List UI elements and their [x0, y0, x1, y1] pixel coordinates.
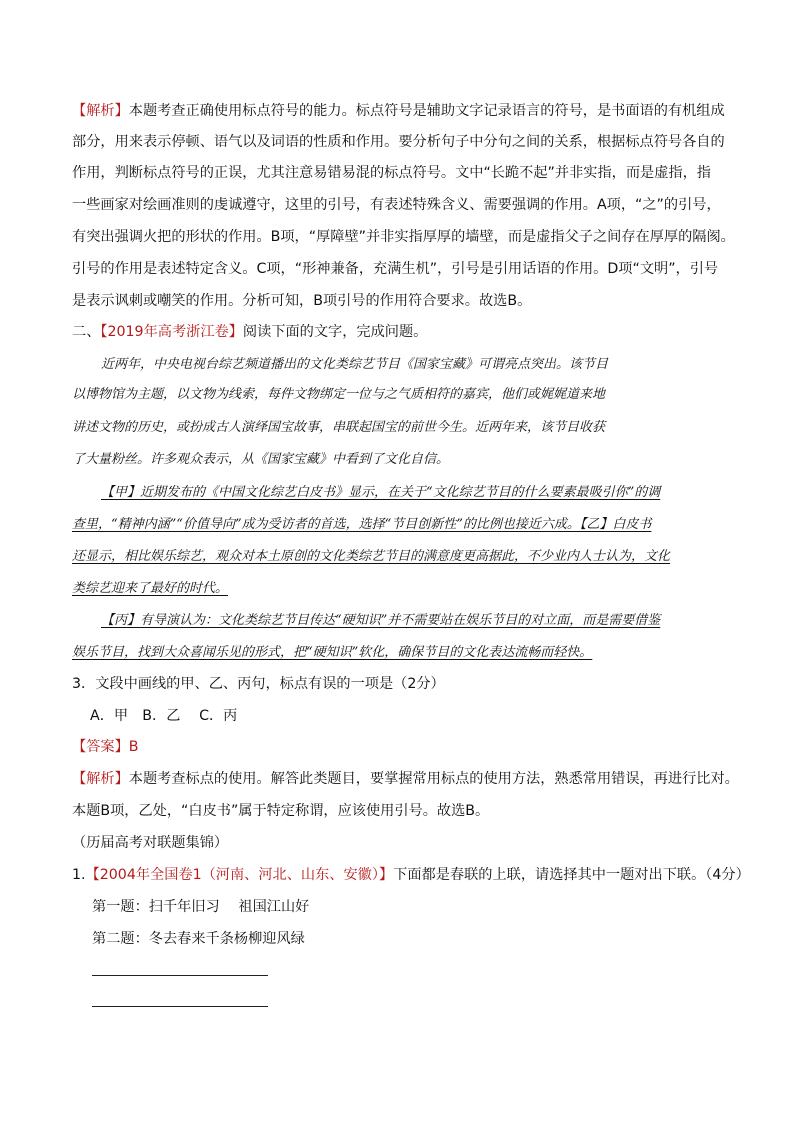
passage-intro-line-3: 讲述文物的历史，或扮成古人演绎国宝故事，串联起国宝的前世今生。近两年来，该节目收获	[72, 420, 606, 435]
analysis-2-line-2: 本题B项，乙处，“白皮书”属于特定称谓，应该使用引号。故选B。	[72, 803, 490, 819]
analysis-tag: 【解析】	[72, 103, 129, 119]
passage-intro-line-4: 了大量粉丝。许多观众表示，从《国家宝藏》中看到了文化自信。	[72, 452, 450, 467]
answer-line: 【答案】B	[72, 739, 139, 755]
answer-value: B	[128, 739, 139, 755]
analysis-2-line-1: 【解析】本题考查标点的使用。解答此类题目，要掌握常用标点的使用方法，熟悉常用错误，再进行比对。	[72, 771, 739, 787]
collection-title: （历届高考对联题集锦）	[72, 835, 229, 851]
analysis-1-line-6: 引号的作用是表述特定含义。C项，“形神兼备，充满生机”，引号是引用话语的作用。D项“文明”，引号	[72, 261, 719, 277]
passage-intro-line-1: 近两年，中央电视台综艺频道播出的文化类综艺节目《国家宝藏》可谓亮点突出。该节目	[101, 357, 609, 372]
analysis-1-line-7: 是表示讽刺或嘲笑的作用。分析可知，B项引号的作用符合要求。故选B。	[72, 293, 532, 309]
answer-blank-2[interactable]	[92, 1006, 268, 1007]
passage-jia-line-4: 类综艺迎来了最好的时代。	[72, 581, 229, 596]
section-2-heading: 二、【2019年高考浙江卷】阅读下面的文字，完成问题。	[72, 324, 428, 340]
passage-jia-line-3: 还显示，相比娱乐综艺，观众对本土原创的文化类综艺节目的满意度更高据此，不少业内人士认为，文化	[72, 549, 671, 564]
passage-intro-line-2: 以博物馆为主题，以文物为线索，每件文物绑定一位与之气质相符的嘉宾，他们或娓娓道来地	[72, 387, 606, 402]
couplet-question-1: 第一题：扫千年旧习 祖国江山好	[92, 899, 310, 915]
section-2-source: 【2019年高考浙江卷】	[100, 324, 243, 340]
passage-bing-line-2: 娱乐节目，找到大众喜闻乐见的形式，把“硬知识”软化，确保节目的文化表达流畅而轻快。	[72, 645, 593, 660]
couplet-source: 【2004年全国卷1（河南、河北、山东、安徽）】	[85, 867, 394, 883]
question-3-stem: 3．文段中画线的甲、乙、丙句，标点有误的一项是（2分）	[72, 676, 445, 692]
analysis-1-line-3: 作用，判断标点符号的正误，尤其注意易错易混的标点符号。文中“长跪不起”并非实指，而是虚指，指	[72, 165, 711, 181]
analysis-1-line-5: 有突出强调火把的形状的作用。B项，“厚障壁”并非实指厚厚的墙壁，而是虚指父子之间存在厚厚的隔阂。	[72, 229, 735, 245]
couplet-question: 1.【2004年全国卷1（河南、河北、山东、安徽）】下面都是春联的上联，请选择其中一题对出下联。（4分）	[72, 867, 750, 883]
answer-blank-1[interactable]	[92, 975, 268, 976]
analysis-1-line-4: 一些画家对绘画准则的虔诚遵守，这里的引号，有表述特殊含义、需要强调的作用。A项，“之”的引号，	[72, 197, 721, 213]
analysis-tag: 【解析】	[72, 771, 129, 787]
passage-jia-line-1: 【甲】近期发布的《中国文化综艺白皮书》显示，在关于“文化综艺节目的什么要素最吸引你”的调	[101, 485, 661, 500]
passage-bing-line-1: 【丙】有导演认为：文化类综艺节目传达“硬知识”并不需要站在娱乐节目的对立面，而是需要借鉴	[101, 613, 661, 628]
couplet-question-2: 第二题：冬去春来千条杨柳迎风绿	[92, 931, 305, 947]
passage-jia-line-2: 查里，“精神内涵”“价值导向”成为受访者的首选，选择“节目创新性”的比例也接近六成。【乙】白皮书	[72, 517, 652, 532]
analysis-1-line-1: 【解析】本题考查正确使用标点符号的能力。标点符号是辅助文字记录语言的符号，是书面语的有机组成	[72, 103, 725, 119]
analysis-1-line-2: 部分，用来表示停顿、语气以及词语的性质和作用。要分析句子中分句之间的关系，根据标点符号各自的	[72, 134, 725, 150]
question-3-options: A．甲 B．乙 C．丙	[90, 708, 238, 724]
